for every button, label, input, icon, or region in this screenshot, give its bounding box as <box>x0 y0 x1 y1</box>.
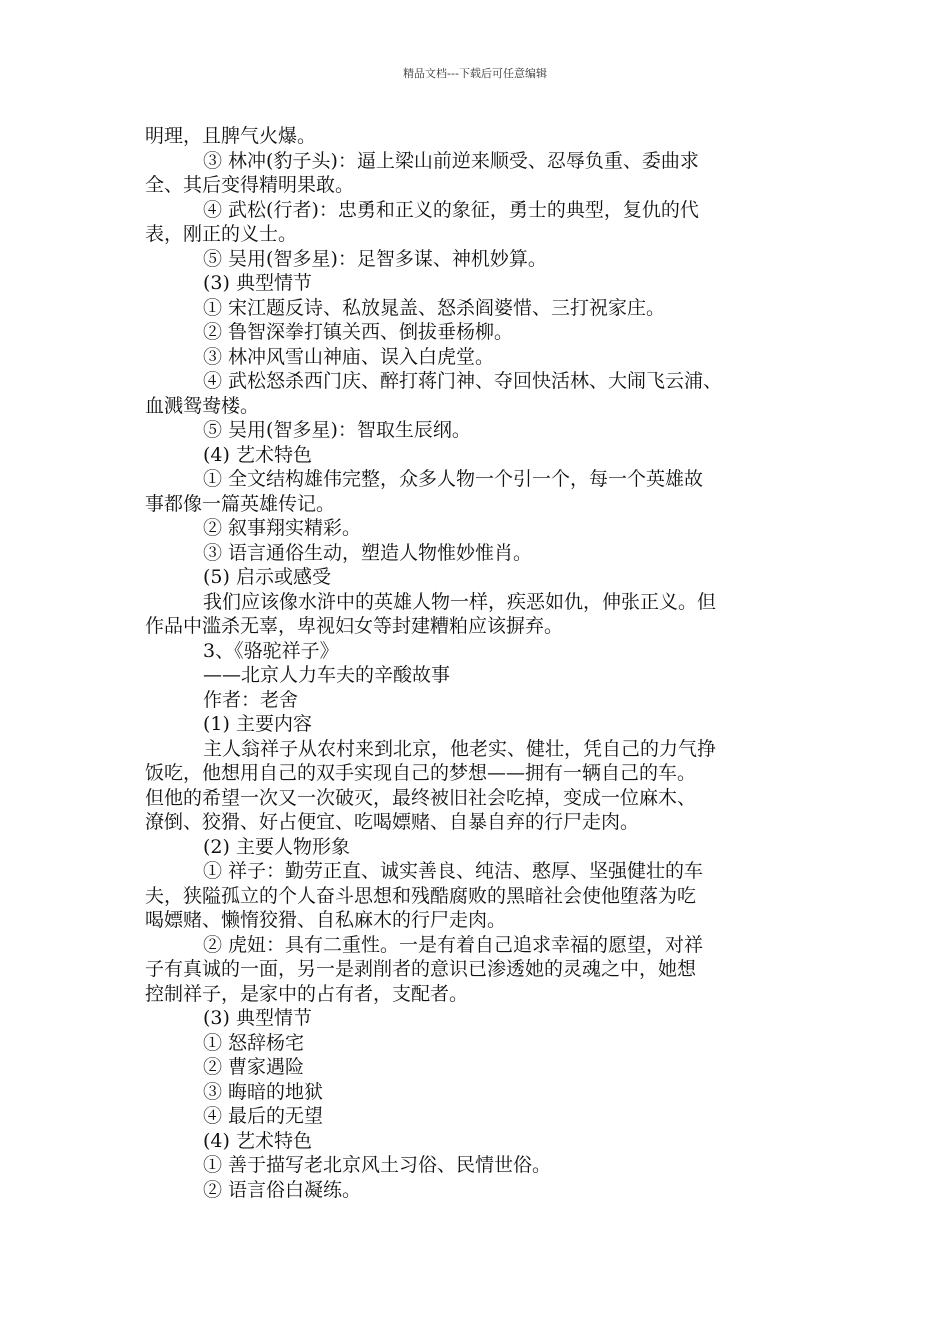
text-line: ② 鲁智深拳打镇关西、倒拔垂杨柳。 <box>203 321 514 343</box>
page-header: 精品文档---下载后可任意编辑 <box>403 67 547 80</box>
text-line: 潦倒、狡猾、好占便宜、吃喝嫖赌、自暴自弃的行尸走肉。 <box>145 811 640 833</box>
text-line: (5) 启示或感受 <box>203 566 331 588</box>
text-line: ② 曹家遇险 <box>203 1056 305 1078</box>
text-line: ② 语言俗白凝练。 <box>203 1178 362 1201</box>
document-body <box>145 124 825 1202</box>
text-line: (4) 艺术特色 <box>203 443 312 466</box>
text-line: 饭吃，他想用自己的双手实现自己的梦想——拥有一辆自己的车。 <box>145 762 697 784</box>
text-line: 主人翁祥子从农村来到北京，他老实、健壮，凭自己的力气挣 <box>203 737 717 760</box>
text-line: ① 宋江题反诗、私放晁盖、怒杀阎婆惜、三打祝家庄。 <box>203 296 666 319</box>
text-line: 全、其后变得精明果敢。 <box>145 174 355 196</box>
text-line: 作者：老舍 <box>203 688 299 711</box>
text-line: 子有真诚的一面，另一是剥削者的意识已渗透她的灵魂之中，她想 <box>145 958 697 980</box>
text-line: ① 怒辞杨宅 <box>203 1031 305 1054</box>
text-line: 明理，且脾气火爆。 <box>145 125 317 147</box>
text-line: 事都像一篇英雄传记。 <box>145 492 336 515</box>
text-line: 我们应该像水浒中的英雄人物一样，疾恶如仇，伸张正义。但 <box>203 590 717 613</box>
text-line: ① 祥子：勤劳正直、诚实善良、纯洁、憨厚、坚强健壮的车 <box>203 860 704 882</box>
text-line: ——北京人力车夫的辛酸故事 <box>203 664 451 686</box>
text-line: (2) 主要人物形象 <box>203 835 350 858</box>
text-line: (4) 艺术特色 <box>203 1129 312 1152</box>
text-line: 夫，狭隘孤立的个人奋斗思想和残酷腐败的黑暗社会使他堕落为吃 <box>145 884 697 907</box>
text-line: (3) 典型情节 <box>203 1007 312 1029</box>
text-line: (1) 主要内容 <box>203 713 312 735</box>
text-line: ② 虎妞：具有二重性。一是有着自己追求幸福的愿望，对祥 <box>203 933 704 956</box>
text-line: 但他的希望一次又一次破灭，最终被旧社会吃掉，变成一位麻木、 <box>145 786 697 809</box>
text-line: (3) 典型情节 <box>203 272 312 294</box>
text-line: 喝嫖赌、懒惰狡猾、自私麻木的行尸走肉。 <box>145 909 507 931</box>
text-line: ③ 林冲(豹子头)：逼上梁山前逆来顺受、忍辱负重、委曲求 <box>203 149 699 172</box>
text-line: ③ 语言通俗生动，塑造人物惟妙惟肖。 <box>203 541 533 564</box>
text-line: ⑤ 吴用(智多星)：智取生辰纲。 <box>203 419 471 441</box>
text-line: ④ 最后的无望 <box>203 1105 324 1127</box>
text-line: ④ 武松(行者)：忠勇和正义的象征，勇士的典型，复仇的代 <box>203 198 699 221</box>
text-line: ③ 林冲风雪山神庙、误入白虎堂。 <box>203 345 495 368</box>
text-line: 作品中滥杀无辜，卑视妇女等封建糟粕应该摒弃。 <box>145 615 564 637</box>
text-line: 表，刚正的义士。 <box>145 223 298 245</box>
text-line: ① 全文结构雄伟完整，众多人物一个引一个，每一个英雄故 <box>203 468 704 490</box>
text-line: ③ 晦暗的地狱 <box>203 1080 324 1103</box>
text-line: ④ 武松怒杀西门庆、醉打蒋门神、夺回快活林、大闹飞云浦、 <box>203 370 723 392</box>
text-line: 血溅鸳鸯楼。 <box>145 394 260 417</box>
text-line: ⑤ 吴用(智多星)：足智多谋、神机妙算。 <box>203 247 547 270</box>
text-line: ② 叙事翔实精彩。 <box>203 517 362 539</box>
text-line: ① 善于描写老北京风土习俗、民情世俗。 <box>203 1154 552 1176</box>
text-line: 控制祥子，是家中的占有者，支配者。 <box>145 982 469 1005</box>
text-line: 3、《骆驼祥子》 <box>203 639 339 662</box>
